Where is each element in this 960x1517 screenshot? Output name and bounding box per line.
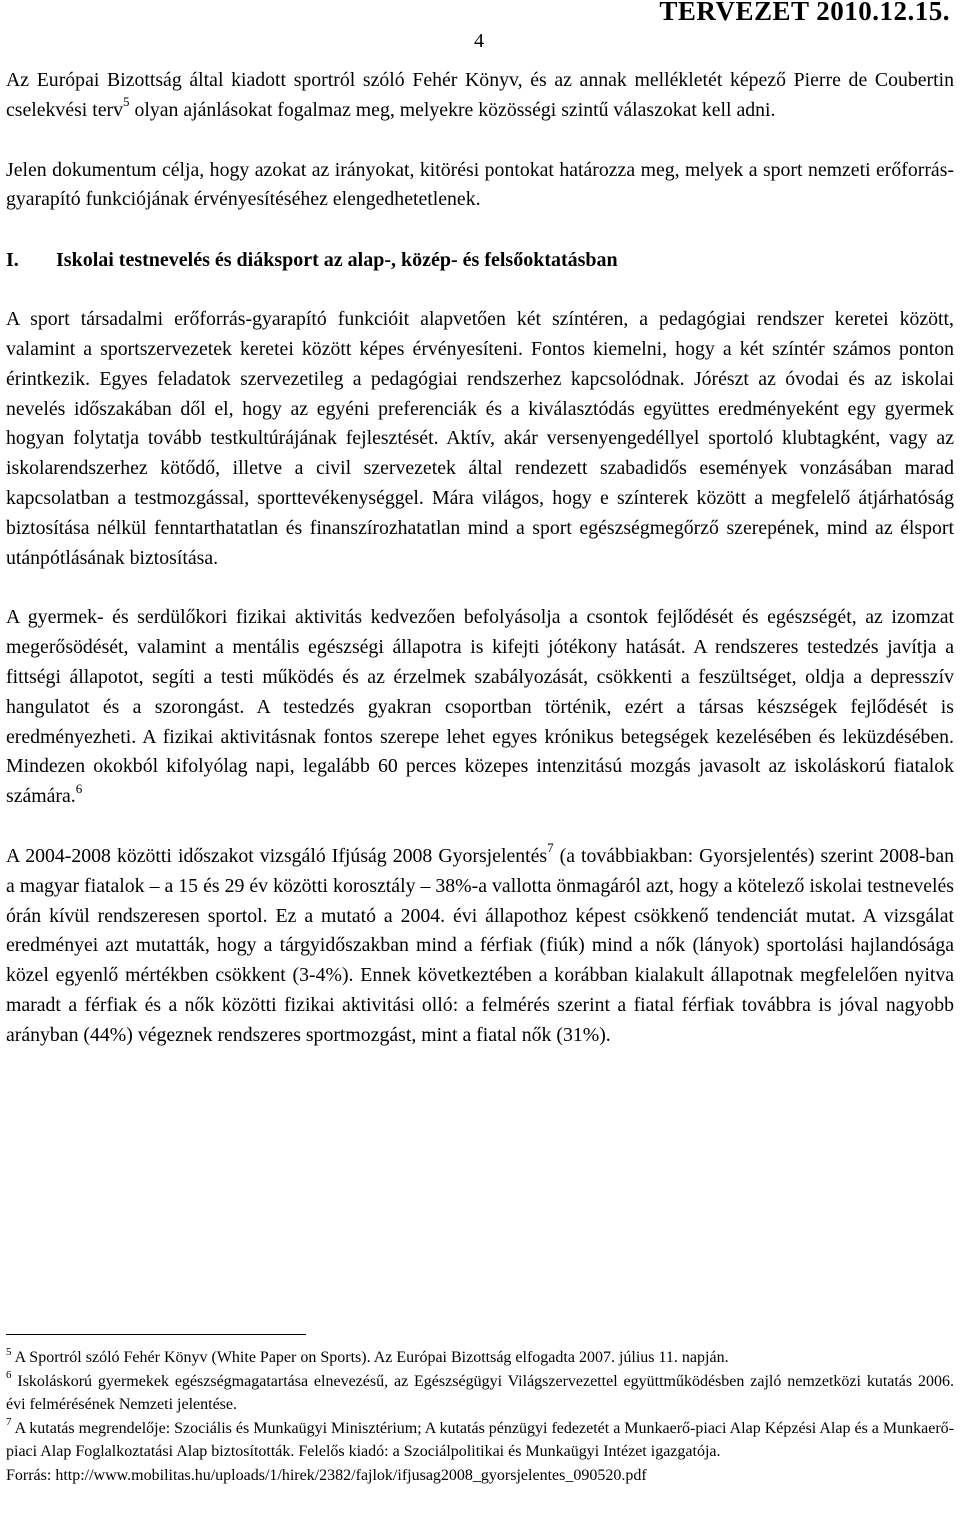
footnote-number: 7 [6, 1416, 12, 1429]
footnote-5 [6, 1346, 954, 1370]
footnote-text: A Sportról szóló Fehér Könyv (White Paper on Sports). Az Európai Bizottság elfogadta 2007. július 11. napján. [11, 1349, 729, 1366]
paragraph-text: A gyermek- és serdülőkori fizikai aktivitás kedvezően befolyásolja a csontok fejlődését és egészségét, az izomzat megerősödését, valamint a mentális egészségi állapotra is kifejti jótékony hatását. A rendszeres testedzés javítja a fittségi állapotot, segíti a testi működés és az érzelmek szabályozását, csökkenti a feszültséget, oldja a depresszív hangulatot és a szorongást. A testedzés gyakran csoportban történik, ezért a társas készségek fejlődését is eredményezheti. A fizikai aktivitásnak fontos szerepe lehet egyes krónikus betegségek kezelésében és leküzdésében. Mindezen okokból kifolyólag napi, legalább 60 perces közepes intenzitású mozgás javasolt az iskoláskorú fiatalok számára. [6, 606, 954, 808]
footnote-text: A kutatás megrendelője: Szociális és Munkaügyi Minisztérium; A kutatás pénzügyi fedezetét a Munkaerő-piaci Alap Képzési Alap és a Munkaerő-piaci Alap Foglalkoztatási Alap biztosították. Felelős kiadó: a Szociálpolitikai és Munkaügyi Intézet igazgatója. [6, 1419, 954, 1461]
paragraph-physical-activity [6, 603, 954, 812]
document-body [6, 66, 954, 1051]
footnotes [6, 1346, 954, 1488]
paragraph-purpose: Jelen dokumentum célja, hogy azokat az irányokat, kitörési pontokat határozza meg, melyek a sport nemzeti erőforrás-gyarapító funkciójának érvényesítéséhez elengedhetetlenek. [6, 158, 954, 211]
footnote-ref-7[interactable]: 7 [547, 840, 554, 856]
section-number: I. [6, 249, 19, 272]
paragraph-two-arenas: A sport társadalmi erőforrás-gyarapító funkcióit alapvetően két színtéren, a pedagógiai rendszer keretei között, valamint a sportszervezetek keretei között képes érvényesíteni. Fontos kiemelni, hogy a két színtér számos ponton érintkezik. Egyes feladatok szervezetileg a pedagógiai rendszerhez kapcsolódnak. Jórészt az óvodai és az iskolai nevelés időszakában dől el, hogy az egyéni preferenciák és a kiválasztódás együttes eredményeként egy gyermek hogyan folytatja tovább testkultúrájának fejlesztését. Aktív, akár versenyengedéllyel sportoló klubtagként, vagy az iskolarendszerhez kötődő, illetve a civil szervezetek által rendezett szabadidős események vonzásában marad kapcsolatban a testmozgással, sporttevékenységgel. Mára világos, hogy e színterek között a megfelelő átjárhatóság biztosítása nélkül fenntarthatatlan és finanszírozhatatlan mind a sport egészségmegőrző szerepének, mind az élsport utánpótlásának biztosítása. [6, 308, 954, 569]
footnote-ref-5[interactable]: 5 [123, 94, 130, 110]
section-heading [6, 245, 954, 275]
footnote-6 [6, 1370, 954, 1417]
paragraph-text: (a továbbiakban: Gyorsjelentés) szerint 2008-ban a magyar fiatalok – a 15 és 29 év közötti korosztály – 38%-a vallotta önmagáról azt, hogy a kötelező iskolai testnevelés órán kívül rendszeresen sportol. Ez a mutató a 2004. évi állapothoz képest csökkenő tendenciát mutat. A vizsgálat eredményei azt mutatták, hogy a tárgyidőszakban mind a férfiak (fiúk) mind a nők (lányok) sportolási hajlandósága közel egyenlő mértékben csökkent (3-4%). Ennek következtében a korábban kialakult állapotnak megfelelően nyitva maradt a férfiak és a nők közötti fizikai aktivitási olló: a felmérés szerint a fiatal férfiak továbbra is jóval nagyobb arányban (44%) végeznek rendszeres sportmozgást, mint a fiatal nők (31%). [6, 844, 954, 1046]
footnote-ref-6[interactable]: 6 [75, 780, 83, 796]
paragraph-white-paper [6, 66, 954, 126]
footnote-number: 6 [6, 1369, 12, 1382]
paragraph-text: olyan ajánlásokat fogalmaz meg, melyekre közösségi szintű válaszokat kell adni. [129, 98, 776, 121]
footnote-separator [6, 1334, 306, 1335]
paragraph-text: A 2004-2008 közötti időszakot vizsgáló Ifjúság 2008 Gyorsjelentés [6, 844, 548, 867]
source-link[interactable]: Forrás: http://www.mobilitas.hu/uploads/1/hirek/2382/fajlok/ifjusag2008_gyorsjelentes_090520.pdf [6, 1466, 647, 1484]
paragraph-text: Az Európai Bizottság által kiadott sportról szóló Fehér Könyv, és az annak mellékletét képező Pierre de Coubertin cselekvési terv [6, 69, 954, 121]
draft-stamp: TERVEZET 2010.12.15. [659, 0, 950, 26]
footnote-text: Iskoláskorú gyermekek egészségmagatartása elnevezésű, az Egészségügyi Világszervezettel együttműködésben zajló nemzetközi kutatás 2006. évi felmérésének Nemzeti jelentése. [6, 1372, 954, 1414]
footnote-7 [6, 1417, 954, 1464]
footnote-number: 5 [6, 1345, 12, 1358]
paragraph-youth-report [6, 842, 954, 1051]
page-number: 4 [474, 30, 484, 52]
section-title: Iskolai testnevelés és diáksport az alap-, közép- és felsőoktatásban [56, 249, 618, 272]
